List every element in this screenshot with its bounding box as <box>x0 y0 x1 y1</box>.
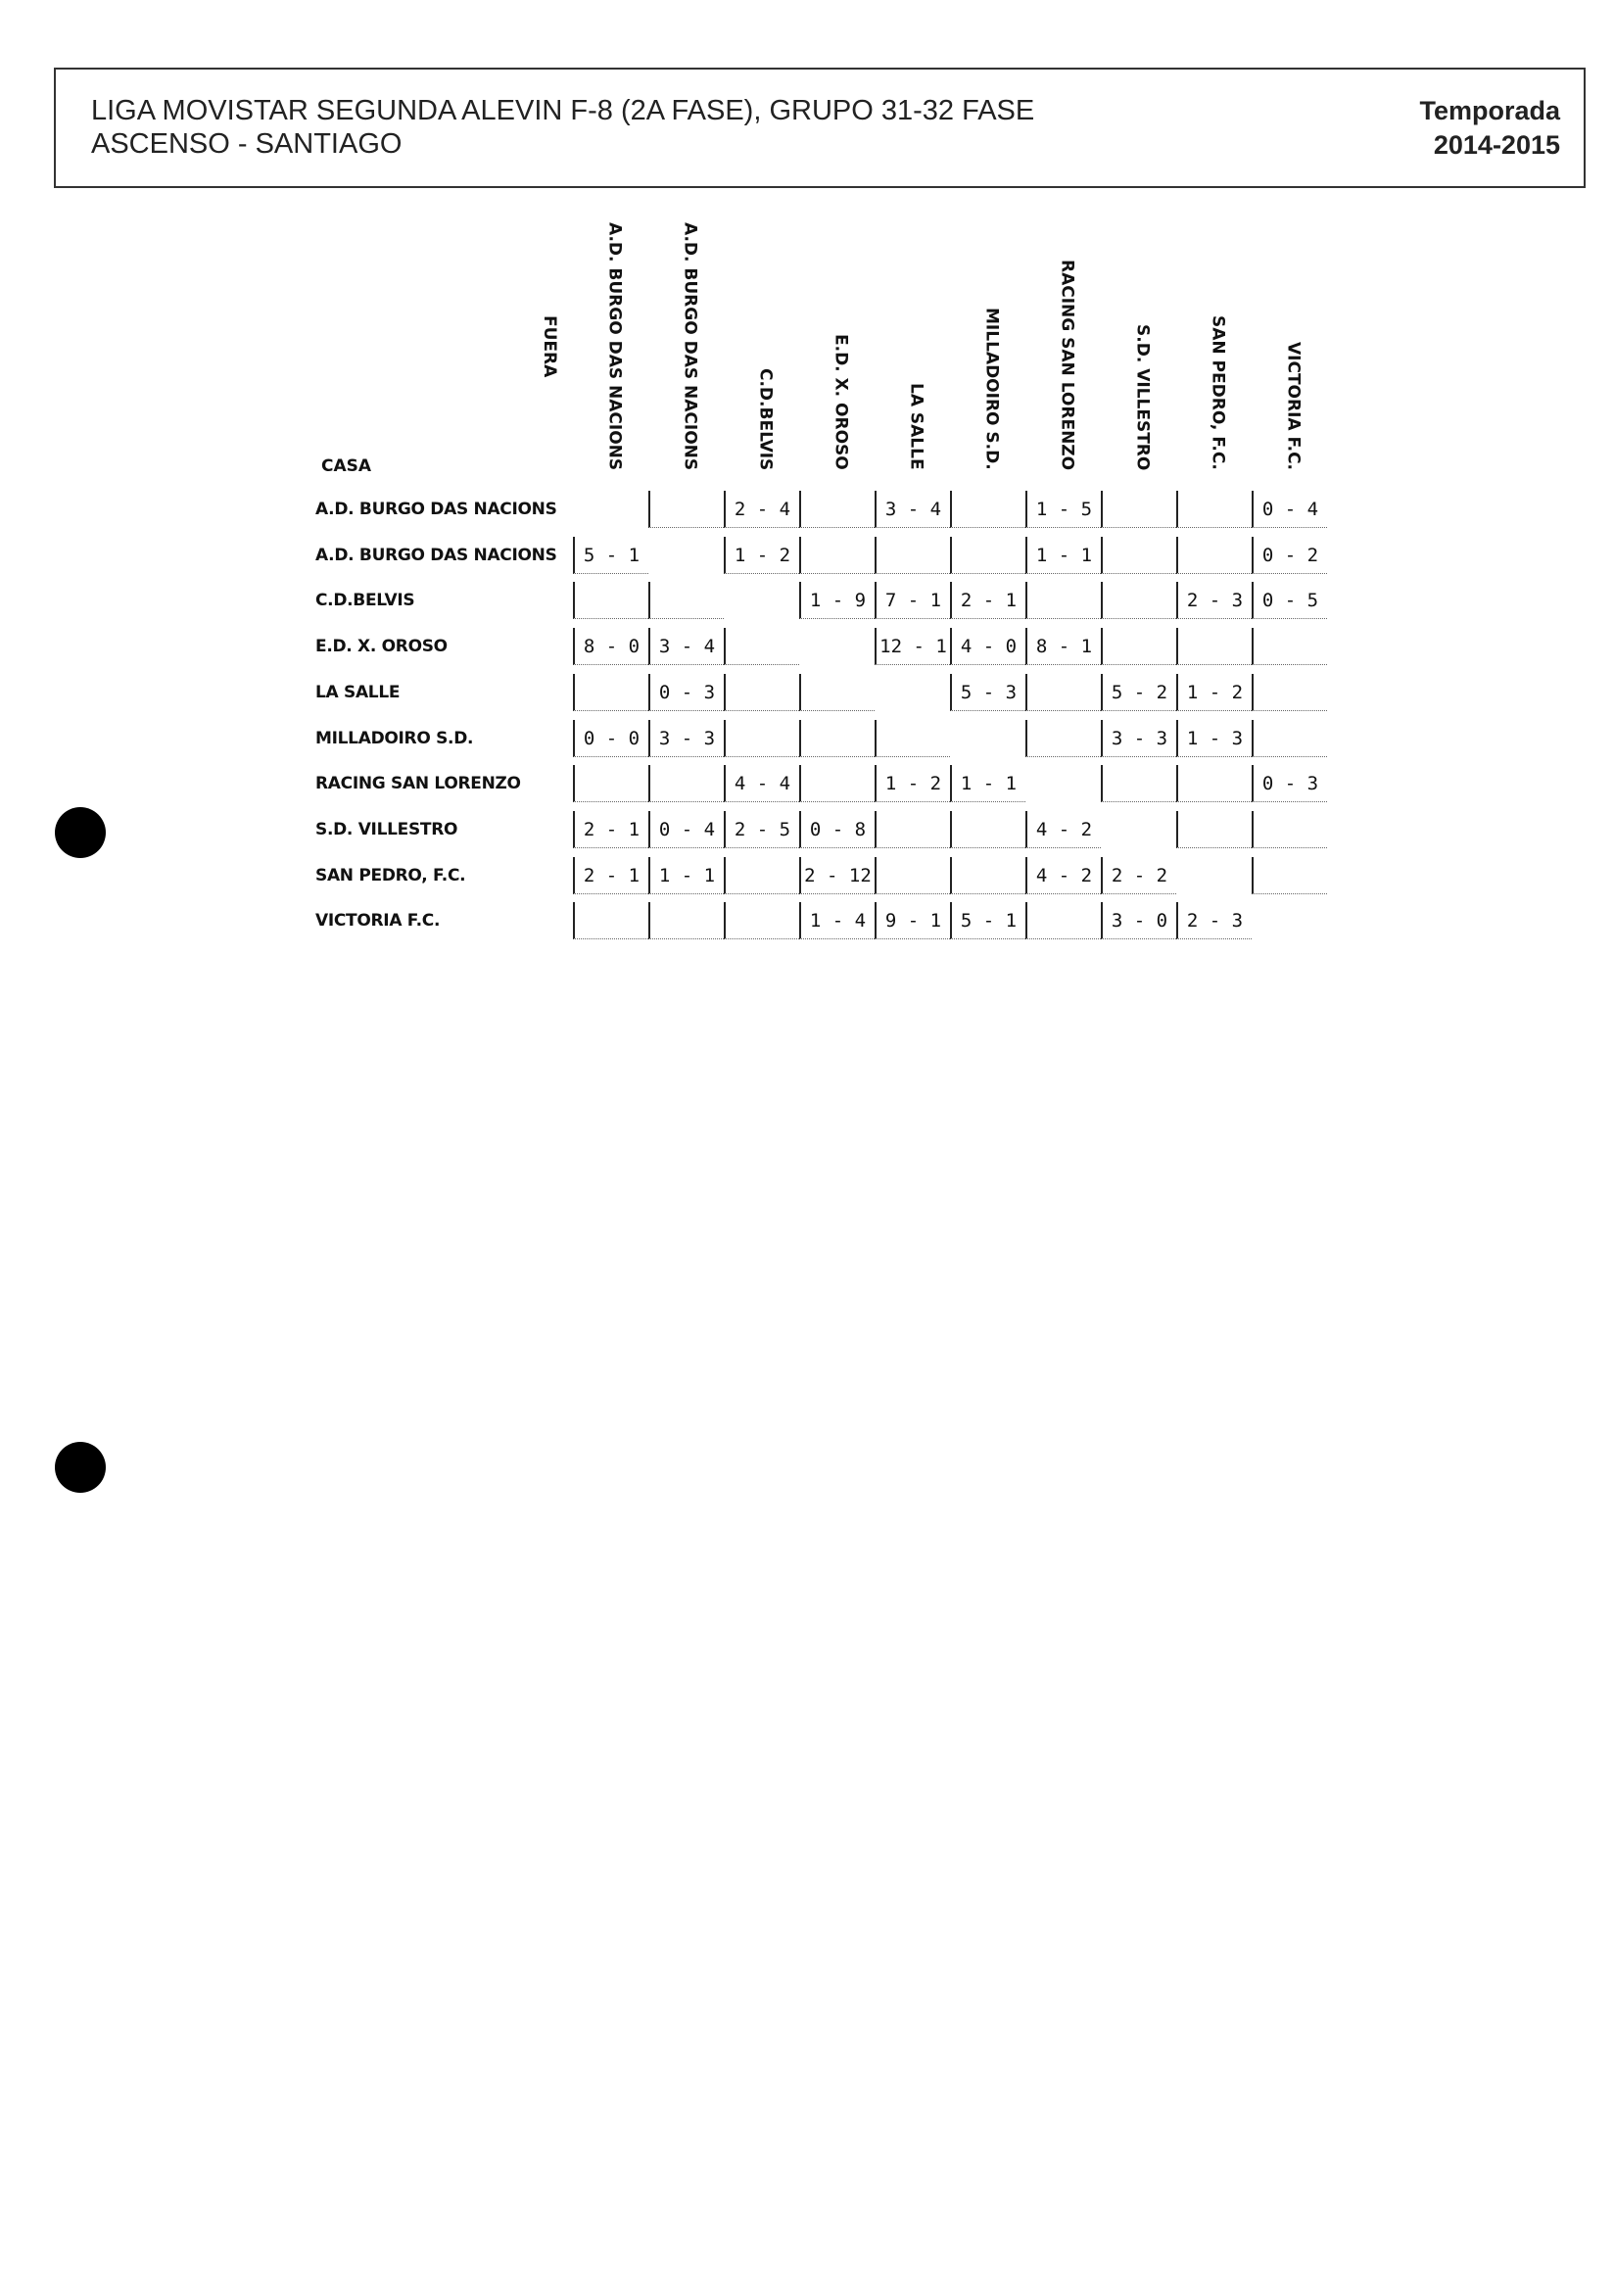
row-header: MILLADOIRO S.D. <box>315 728 474 748</box>
result-cell <box>724 582 799 619</box>
result-cell <box>1252 857 1327 894</box>
result-cell: 8 - 0 <box>573 628 648 665</box>
result-cell <box>724 674 799 711</box>
column-header: VICTORIA F.C. <box>1283 342 1304 471</box>
result-cell <box>648 537 724 574</box>
result-cell: 9 - 1 <box>875 902 950 939</box>
result-cell: 8 - 1 <box>1025 628 1101 665</box>
result-cell: 2 - 1 <box>950 582 1025 619</box>
result-cell <box>1252 902 1327 939</box>
season-label: Temporada 2014-2015 <box>1419 96 1560 160</box>
result-cell <box>799 537 875 574</box>
result-cell <box>1252 674 1327 711</box>
row-header: C.D.BELVIS <box>315 591 415 611</box>
result-cell <box>950 491 1025 528</box>
result-cell: 2 - 4 <box>724 491 799 528</box>
result-cell: 4 - 0 <box>950 628 1025 665</box>
result-cell <box>648 765 724 802</box>
result-cell <box>950 857 1025 894</box>
result-cell: 12 - 1 <box>875 628 950 665</box>
result-cell: 1 - 3 <box>1176 720 1252 757</box>
result-cell: 0 - 4 <box>1252 491 1327 528</box>
result-cell: 1 - 4 <box>799 902 875 939</box>
result-cell <box>1101 811 1176 848</box>
result-cell <box>1252 720 1327 757</box>
result-cell <box>1176 491 1252 528</box>
result-cell: 0 - 0 <box>573 720 648 757</box>
result-cell <box>1025 720 1101 757</box>
result-cell: 2 - 3 <box>1176 582 1252 619</box>
result-cell <box>875 674 950 711</box>
result-cell <box>573 765 648 802</box>
result-cell <box>1101 491 1176 528</box>
home-teams-label: CASA <box>321 456 372 476</box>
result-cell: 3 - 4 <box>648 628 724 665</box>
column-header: SAN PEDRO, F.C. <box>1208 315 1228 470</box>
result-cell: 1 - 2 <box>1176 674 1252 711</box>
result-cell <box>1025 674 1101 711</box>
result-cell: 0 - 4 <box>648 811 724 848</box>
result-cell <box>648 491 724 528</box>
column-header: RACING SAN LORENZO <box>1057 260 1077 471</box>
row-header: VICTORIA F.C. <box>315 911 441 932</box>
row-header: RACING SAN LORENZO <box>315 774 521 794</box>
result-cell <box>1176 765 1252 802</box>
result-cell <box>573 582 648 619</box>
away-teams-label: FUERA <box>540 315 559 378</box>
result-cell: 5 - 3 <box>950 674 1025 711</box>
result-cell: 2 - 12 <box>799 857 875 894</box>
result-cell: 1 - 2 <box>724 537 799 574</box>
result-cell <box>799 491 875 528</box>
result-cell: 3 - 0 <box>1101 902 1176 939</box>
result-cell <box>1025 765 1101 802</box>
result-cell: 2 - 1 <box>573 857 648 894</box>
result-cell <box>950 811 1025 848</box>
result-cell: 5 - 1 <box>573 537 648 574</box>
result-cell <box>799 765 875 802</box>
result-cell <box>1252 628 1327 665</box>
result-cell: 0 - 3 <box>648 674 724 711</box>
result-cell <box>1176 628 1252 665</box>
result-cell: 1 - 1 <box>1025 537 1101 574</box>
row-header: SAN PEDRO, F.C. <box>315 865 466 885</box>
result-cell <box>875 857 950 894</box>
result-cell <box>724 720 799 757</box>
column-header: S.D. VILLESTRO <box>1132 324 1153 471</box>
result-cell: 1 - 1 <box>648 857 724 894</box>
result-cell <box>1101 537 1176 574</box>
result-cell <box>648 582 724 619</box>
result-cell: 4 - 2 <box>1025 811 1101 848</box>
column-header: LA SALLE <box>906 383 926 470</box>
result-cell: 3 - 3 <box>1101 720 1176 757</box>
result-cell <box>799 628 875 665</box>
column-header: C.D.BELVIS <box>755 368 776 471</box>
column-header: E.D. X. OROSO <box>831 334 851 470</box>
result-cell <box>1176 811 1252 848</box>
result-cell: 4 - 2 <box>1025 857 1101 894</box>
result-cell: 3 - 4 <box>875 491 950 528</box>
column-header: A.D. BURGO DAS NACIONS <box>604 222 625 471</box>
punch-hole-bottom <box>55 1442 106 1493</box>
result-cell <box>648 902 724 939</box>
row-header: LA SALLE <box>315 682 401 702</box>
result-cell <box>950 720 1025 757</box>
result-cell: 0 - 2 <box>1252 537 1327 574</box>
result-cell: 0 - 8 <box>799 811 875 848</box>
result-cell <box>950 537 1025 574</box>
result-cell <box>1025 902 1101 939</box>
result-cell: 4 - 4 <box>724 765 799 802</box>
result-cell <box>1252 811 1327 848</box>
result-cell: 2 - 1 <box>573 811 648 848</box>
result-cell <box>1025 582 1101 619</box>
row-header: E.D. X. OROSO <box>315 637 448 657</box>
result-cell <box>573 491 648 528</box>
result-cell: 1 - 9 <box>799 582 875 619</box>
result-cell: 2 - 2 <box>1101 857 1176 894</box>
result-cell: 0 - 5 <box>1252 582 1327 619</box>
results-grid <box>0 0 1614 980</box>
result-cell: 1 - 5 <box>1025 491 1101 528</box>
result-cell: 5 - 1 <box>950 902 1025 939</box>
result-cell <box>1176 857 1252 894</box>
result-cell: 3 - 3 <box>648 720 724 757</box>
result-cell <box>875 537 950 574</box>
result-cell <box>799 720 875 757</box>
result-cell: 1 - 2 <box>875 765 950 802</box>
result-cell: 7 - 1 <box>875 582 950 619</box>
result-cell <box>1101 582 1176 619</box>
result-cell: 2 - 5 <box>724 811 799 848</box>
result-cell <box>724 628 799 665</box>
league-title: LIGA MOVISTAR SEGUNDA ALEVIN F-8 (2A FASE), GRUPO 31-32 FASE ASCENSO - SANTIAGO <box>91 95 1035 160</box>
result-cell <box>875 811 950 848</box>
column-header: MILLADOIRO S.D. <box>981 308 1002 470</box>
result-cell <box>799 674 875 711</box>
result-cell <box>1176 537 1252 574</box>
row-header: A.D. BURGO DAS NACIONS <box>315 545 557 565</box>
row-header: A.D. BURGO DAS NACIONS <box>315 500 557 519</box>
result-cell <box>724 902 799 939</box>
result-cell <box>1101 765 1176 802</box>
result-cell <box>573 674 648 711</box>
result-cell: 5 - 2 <box>1101 674 1176 711</box>
column-header: A.D. BURGO DAS NACIONS <box>680 222 700 471</box>
row-header: S.D. VILLESTRO <box>315 819 458 839</box>
result-cell <box>724 857 799 894</box>
result-cell <box>573 902 648 939</box>
result-cell <box>1101 628 1176 665</box>
result-cell <box>875 720 950 757</box>
result-cell: 0 - 3 <box>1252 765 1327 802</box>
result-cell: 2 - 3 <box>1176 902 1252 939</box>
result-cell: 1 - 1 <box>950 765 1025 802</box>
